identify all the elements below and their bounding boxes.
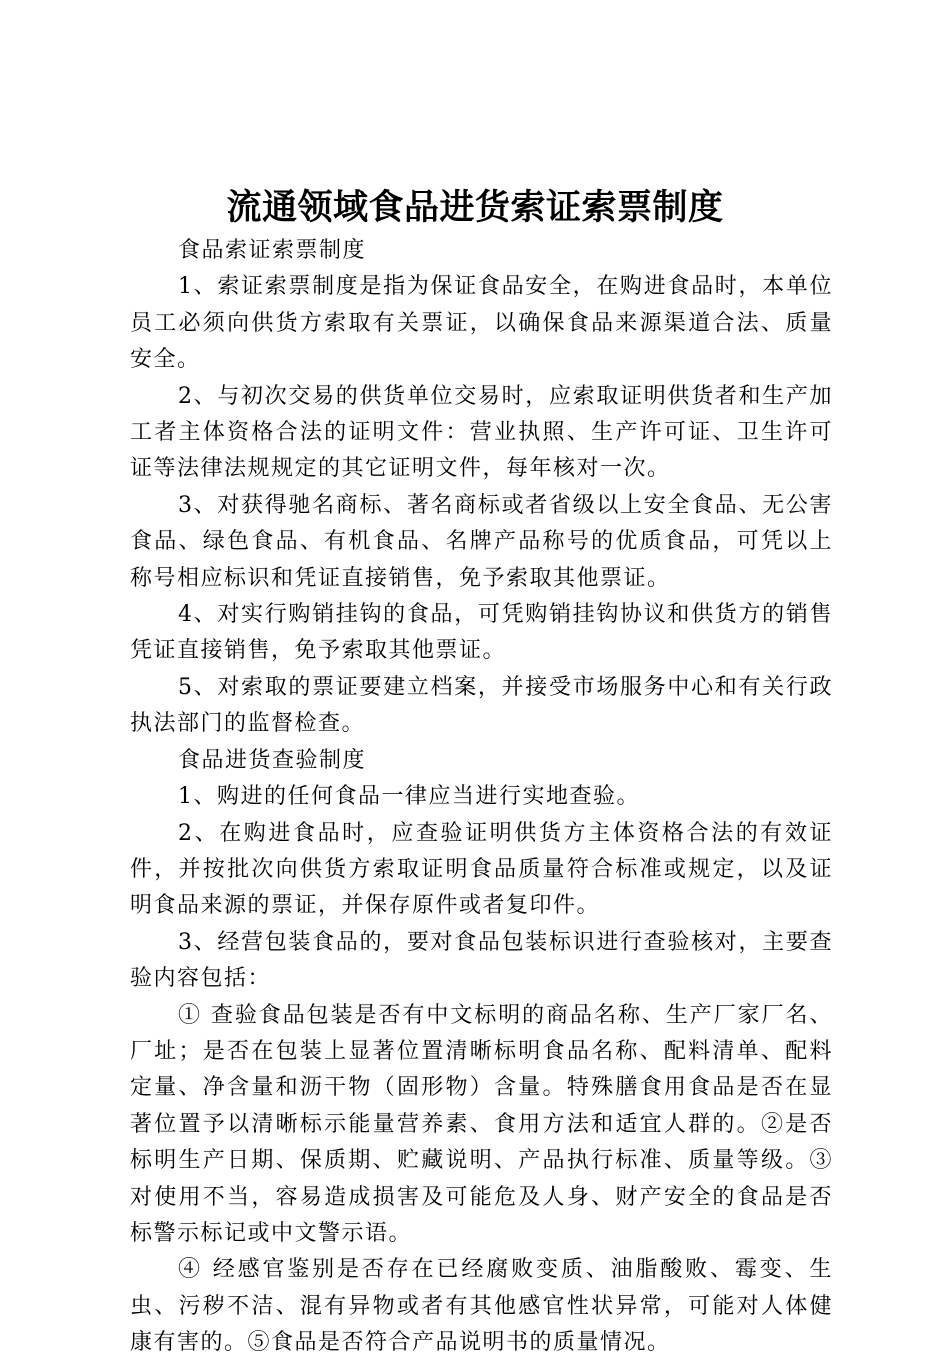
paragraph: 3、经营包装食品的，要对食品包装标识进行查验核对，主要查验内容包括： xyxy=(130,929,833,992)
paragraph: 3、对获得驰名商标、著名商标或者省级以上安全食品、无公害食品、绿色食品、有机食品、名牌产品称号的优质食品，可凭以上称号相应标识和凭证直接销售，免予索取其他票证。 xyxy=(130,492,833,591)
section-heading-ticket-system: 食品索证索票制度 xyxy=(178,238,367,263)
paragraph: 2、在购进食品时，应查验证明供货方主体资格合法的有效证件，并按批次向供货方索取证明食品质量符合标准或规定，以及证明食品来源的票证，并保存原件或者复印件。 xyxy=(130,820,833,919)
paragraph: 5、对索取的票证要建立档案，并接受市场服务中心和有关行政执法部门的监督检查。 xyxy=(130,674,833,737)
section-heading-inspection-system: 食品进货查验制度 xyxy=(178,747,367,773)
paragraph: 1、购进的任何食品一律应当进行实地查验。 xyxy=(178,784,640,810)
paragraph: 2、与初次交易的供货单位交易时，应索取证明供货者和生产加工者主体资格合法的证明文件：营业执照、生产许可证、卫生许可证等法律法规规定的其它证明文件，每年核对一次。 xyxy=(130,383,833,482)
paragraph: ① 查验食品包装是否有中文标明的商品名称、生产厂家厂名、厂址；是否在包装上显著位置清晰标明食品名称、配料清单、配料定量、净含量和沥干物（固形物）含量。特殊膳食用食品是否在显著位置予以清晰标示能量营养素、食用方法和适宜人群的。②是否标明生产日期、保质期、贮藏说明、产品执行标准、质量等级。③对使用不当，容易造成损害及可能危及人身、财产安全的食品是否标警示标记或中文警示语。 xyxy=(130,1002,833,1246)
document-body xyxy=(130,233,833,1362)
paragraph: 1、索证索票制度是指为保证食品安全，在购进食品时，本单位员工必须向供货方索取有关票证，以确保食品来源渠道合法、质量安全。 xyxy=(130,274,833,373)
document-title: 流通领域食品进货索证索票制度 xyxy=(226,187,724,228)
paragraph: 4、对实行购销挂钩的食品，可凭购销挂钩协议和供货方的销售凭证直接销售，免予索取其他票证。 xyxy=(130,602,833,664)
paragraph: ④ 经感官鉴别是否存在已经腐败变质、油脂酸败、霉变、生虫、污秽不洁、混有异物或者有其他感官性状异常，可能对人体健康有害的。⑤食品是否符合产品说明书的质量情况。 xyxy=(130,1257,833,1356)
